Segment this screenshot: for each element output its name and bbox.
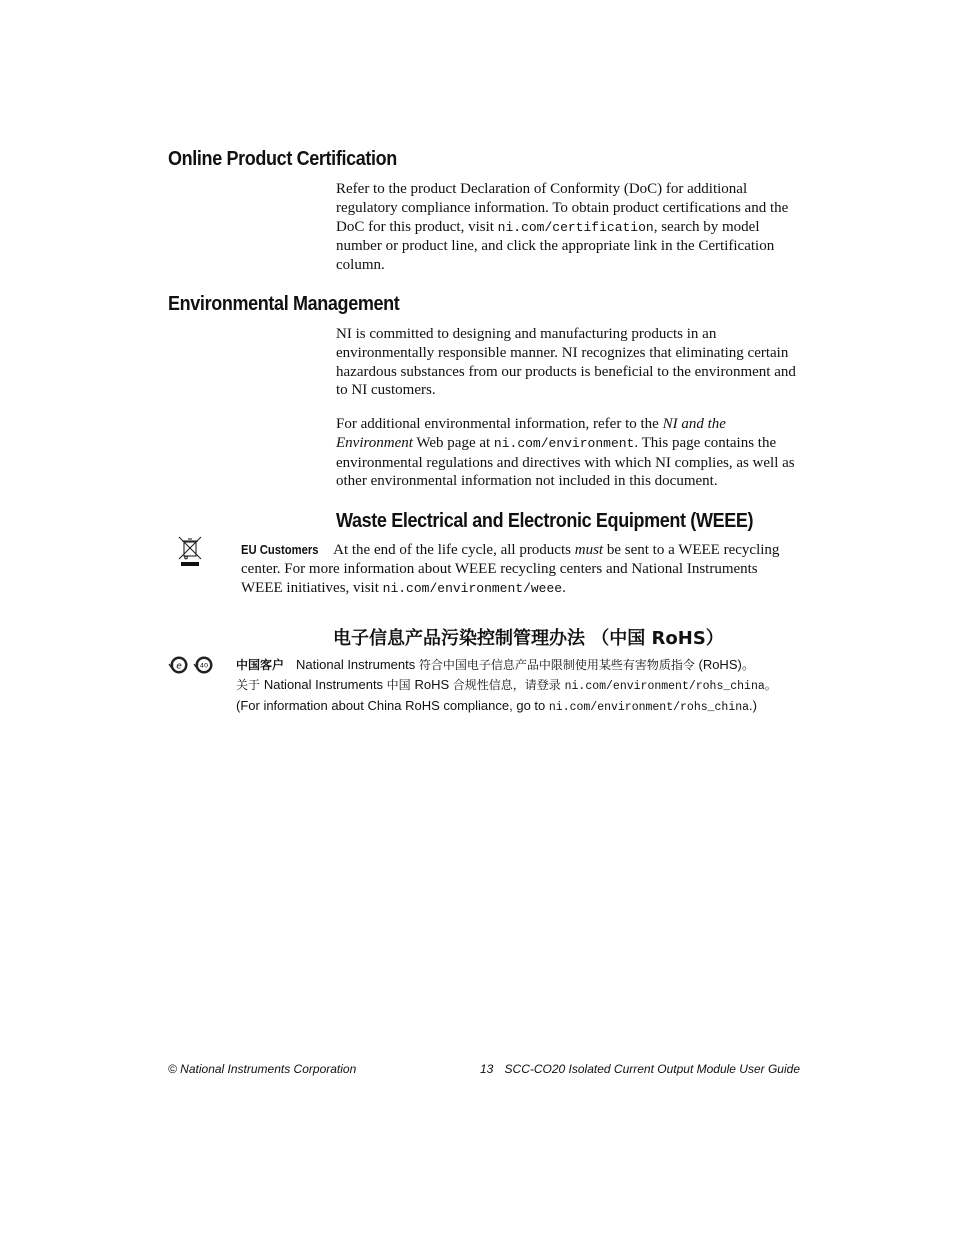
china-rohs-e-icon: [169, 657, 188, 674]
section-heading-china-rohs: 电子信息产品污染控制管理办法 （中国 RoHS）: [333, 628, 724, 649]
svg-text:40: 40: [199, 661, 209, 670]
china-rohs-paragraph: 中国客户 National Instruments 符合中国电子信息产品中限制使用某些有害物质指令 (RoHS)。 关于 National Instruments 中国 RoHS 合规性信息，请登录 ni.com/environment/rohs_china。 (For information about China RoHS compliance, go to ni.com/environment/rohs_china.): [236, 657, 777, 714]
footer-copyright: © National Instruments Corporation: [168, 1062, 357, 1076]
china-rohs-40-icon: [194, 657, 213, 674]
china-rohs-icons: [168, 654, 216, 676]
svg-text:e: e: [176, 661, 182, 672]
environment-paragraph-2: For additional environmental information, refer to the NI and the Environment Web page at ni.com/environment. This page contains the environmental regulations and directives with which NI complies, as well as other environmental information not included in this document.: [336, 416, 795, 490]
eu-customers-label: EU Customers: [241, 543, 319, 557]
section-heading-environmental-management: Environmental Management: [168, 293, 400, 315]
certification-link[interactable]: ni.com/certification: [497, 219, 654, 235]
footer-page-number: 13: [480, 1062, 494, 1076]
crossed-out-wheelie-bin-icon: [176, 535, 204, 567]
section-heading-weee: Waste Electrical and Electronic Equipment (WEEE): [336, 510, 754, 532]
online-certification-paragraph: Refer to the product Declaration of Conformity (DoC) for additional regulatory compliance information. To obtain product certifications and the DoC for this product, visit ni.com/certification, search by model number or product line, and click the appropriate link in the Certification column.: [336, 181, 789, 274]
page-footer: [168, 1062, 800, 1078]
weee-link[interactable]: ni.com/environment/weee: [382, 580, 563, 596]
china-customers-label: 中国客户: [236, 658, 285, 672]
section-heading-online-certification: Online Product Certification: [168, 148, 397, 170]
rohs-china-link-cn[interactable]: ni.com/environment/rohs_china: [564, 680, 765, 693]
environment-link[interactable]: ni.com/environment: [493, 435, 635, 451]
weee-paragraph: EU Customers At the end of the life cycle, all products must be sent to a WEEE recycling center. For more information about WEEE recycling centers and National Instruments WEEE initiatives, visit ni.com/environment/weee.: [241, 542, 780, 596]
footer-document-title: SCC-CO20 Isolated Current Output Module User Guide: [504, 1062, 800, 1076]
rohs-china-link-en[interactable]: ni.com/environment/rohs_china: [548, 701, 750, 714]
environment-paragraph-1: NI is committed to designing and manufacturing products in an environmentally responsible manner. NI recognizes that eliminating certain hazardous substances from our products is beneficial to the environment and to NI customers.: [336, 326, 796, 399]
